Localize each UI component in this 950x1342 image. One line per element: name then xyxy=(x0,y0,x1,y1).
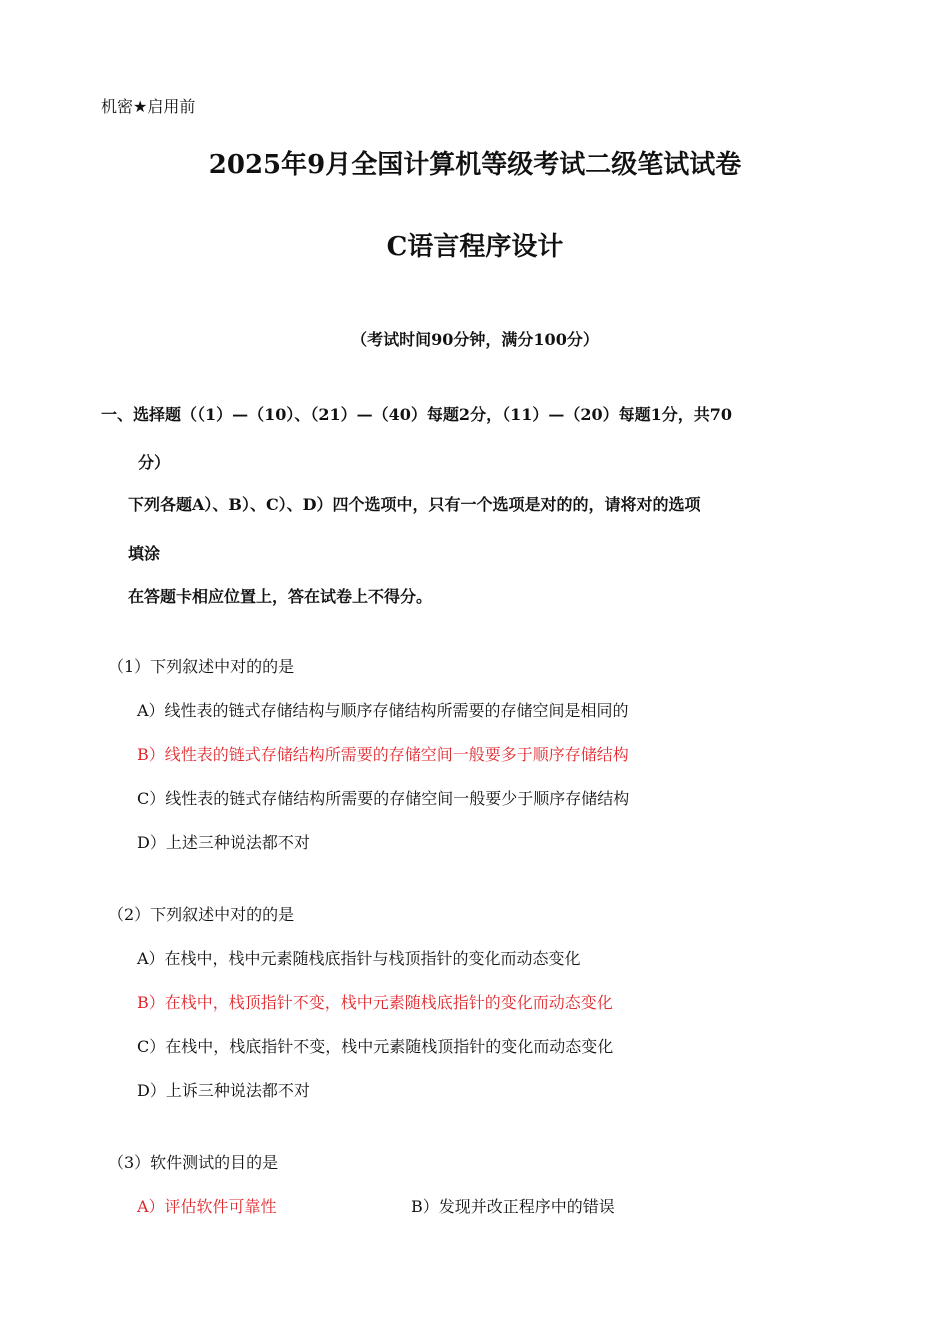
exam-title: 2025年9月全国计算机等级考试二级笔试试卷 xyxy=(208,150,742,180)
question-1-option-d: D）上述三种说法都不对 xyxy=(137,833,310,852)
instruction-line-2: 填涂 xyxy=(128,544,161,563)
question-2-option-d: D）上诉三种说法都不对 xyxy=(137,1081,310,1100)
confidential-label: 机密★启用前 xyxy=(101,97,196,116)
question-3-option-a: A）评估软件可靠性 xyxy=(137,1197,277,1216)
question-1-option-c: C）线性表的链式存储结构所需要的存储空间一般要少于顺序存储结构 xyxy=(137,789,630,808)
question-2-stem: （2）下列叙述中对的的是 xyxy=(108,905,295,924)
exam-subtitle: C语言程序设计 xyxy=(386,232,564,262)
question-1-option-b: B）线性表的链式存储结构所需要的存储空间一般要多于顺序存储结构 xyxy=(137,745,629,764)
instruction-line-3: 在答题卡相应位置上，答在试卷上不得分。 xyxy=(128,587,433,606)
exam-time-info: （考试时间90分钟，满分100分） xyxy=(351,330,599,349)
section-heading: 一、选择题（（1）—（10）、（21）—（40）每题2分，（11）—（20）每题1分，共70 xyxy=(101,405,732,424)
instruction-line-1: 下列各题A）、B）、C）、D）四个选项中，只有一个选项是对的的，请将对的选项 xyxy=(128,495,701,514)
question-2-option-a: A）在栈中，栈中元素随栈底指针与栈顶指针的变化而动态变化 xyxy=(137,949,581,968)
question-3-stem: （3）软件测试的目的是 xyxy=(108,1153,279,1172)
question-3-option-b: B）发现并改正程序中的错误 xyxy=(411,1197,615,1216)
question-2-option-b: B）在栈中，栈顶指针不变，栈中元素随栈底指针的变化而动态变化 xyxy=(137,993,613,1012)
question-1-stem: （1）下列叙述中对的的是 xyxy=(108,657,295,676)
section-heading-cont: 分） xyxy=(138,453,171,472)
question-2-option-c: C）在栈中，栈底指针不变，栈中元素随栈顶指针的变化而动态变化 xyxy=(137,1037,614,1056)
question-1-option-a: A）线性表的链式存储结构与顺序存储结构所需要的存储空间是相同的 xyxy=(137,701,629,720)
